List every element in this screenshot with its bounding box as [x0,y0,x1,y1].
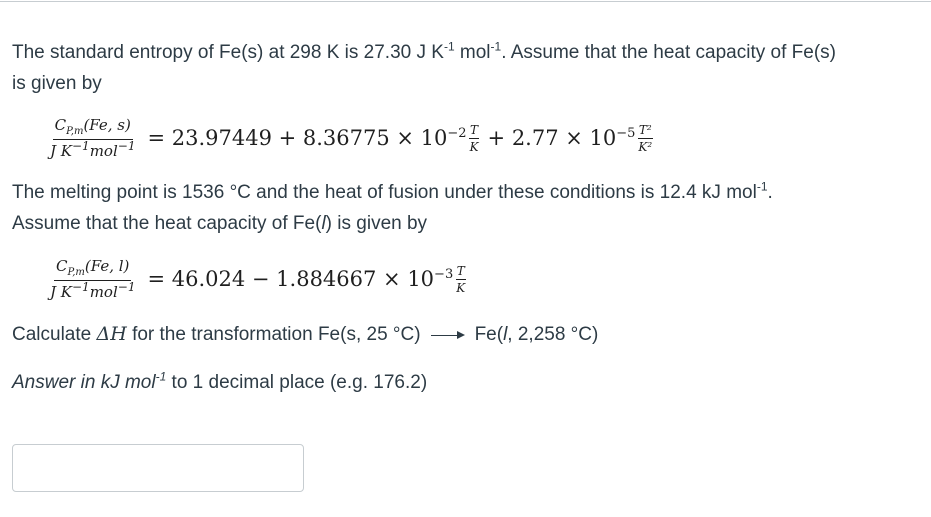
t2-over-k2-fraction: $\frac{\text{T²}}{\text{K²}}$ [638,122,653,154]
exponent: -1 [490,39,502,54]
intro-text-a: The standard entropy of Fe(s) at 298 K is 27.30 J K [12,42,444,63]
melting-paragraph [12,177,773,239]
top-divider [0,1,931,2]
delta-h-symbol: ΔH [96,323,127,345]
rhs-expression: = $23.97449 + 8.36775 \times 10^{-2}$ [147,126,467,150]
answer-precision-text: to 1 decimal place (e.g. 176.2) [166,372,428,393]
melting-text-line2-b: ) is given by [325,213,428,234]
t-over-k-fraction: $\frac{T}{K}$ [456,263,466,295]
calculate-line [12,319,598,350]
intro-text-c: . Assume that the heat capacity of Fe(s) [501,42,836,63]
rhs-expression-b: + $2.77 \times 10^{-5}$ [487,126,636,150]
exponent: -1 [756,179,768,194]
answer-instructions [12,367,427,398]
melting-text-line2: Assume that the heat capacity of Fe( [12,213,322,234]
intro-text-b: mol [454,42,491,63]
exponent: -1 [155,369,167,384]
equation-solid-heat-capacity [48,116,655,160]
liquid-symbol: l [321,213,326,234]
intro-text-line2: is given by [12,73,102,94]
right-arrow-icon [431,330,465,340]
melting-text-a: The melting point is 1536 °C and the heat of fusion under these conditions is 12.4 kJ mol [12,182,757,203]
t-over-k-fraction: $\frac{T}{K}$ [469,122,479,154]
calc-text-d: , 2,258 °C) [507,324,599,345]
calc-text-b: for the transformation Fe(s, 25 °C) [126,324,421,345]
intro-paragraph [12,37,836,99]
liquid-symbol: l [503,324,508,345]
answer-unit-text: Answer in kJ mol [12,372,156,393]
lhs-fraction: $\frac{C_{P,m}(Fe, l)}{J K^{-1}mol^{-1}}$ [50,257,136,301]
rhs-expression: = $46.024 - 1.884667 \times 10^{-3}$ [147,267,454,291]
answer-input[interactable] [12,444,304,492]
calc-text-c: Fe( [474,324,504,345]
calc-text-a: Calculate [12,324,97,345]
lhs-fraction: $\frac{C_{P,m}(Fe, s)}{J K^{-1}mol^{-1}}$ [50,116,136,160]
exponent: -1 [443,39,455,54]
melting-text-b: . [767,182,773,203]
equation-liquid-heat-capacity [48,257,468,301]
